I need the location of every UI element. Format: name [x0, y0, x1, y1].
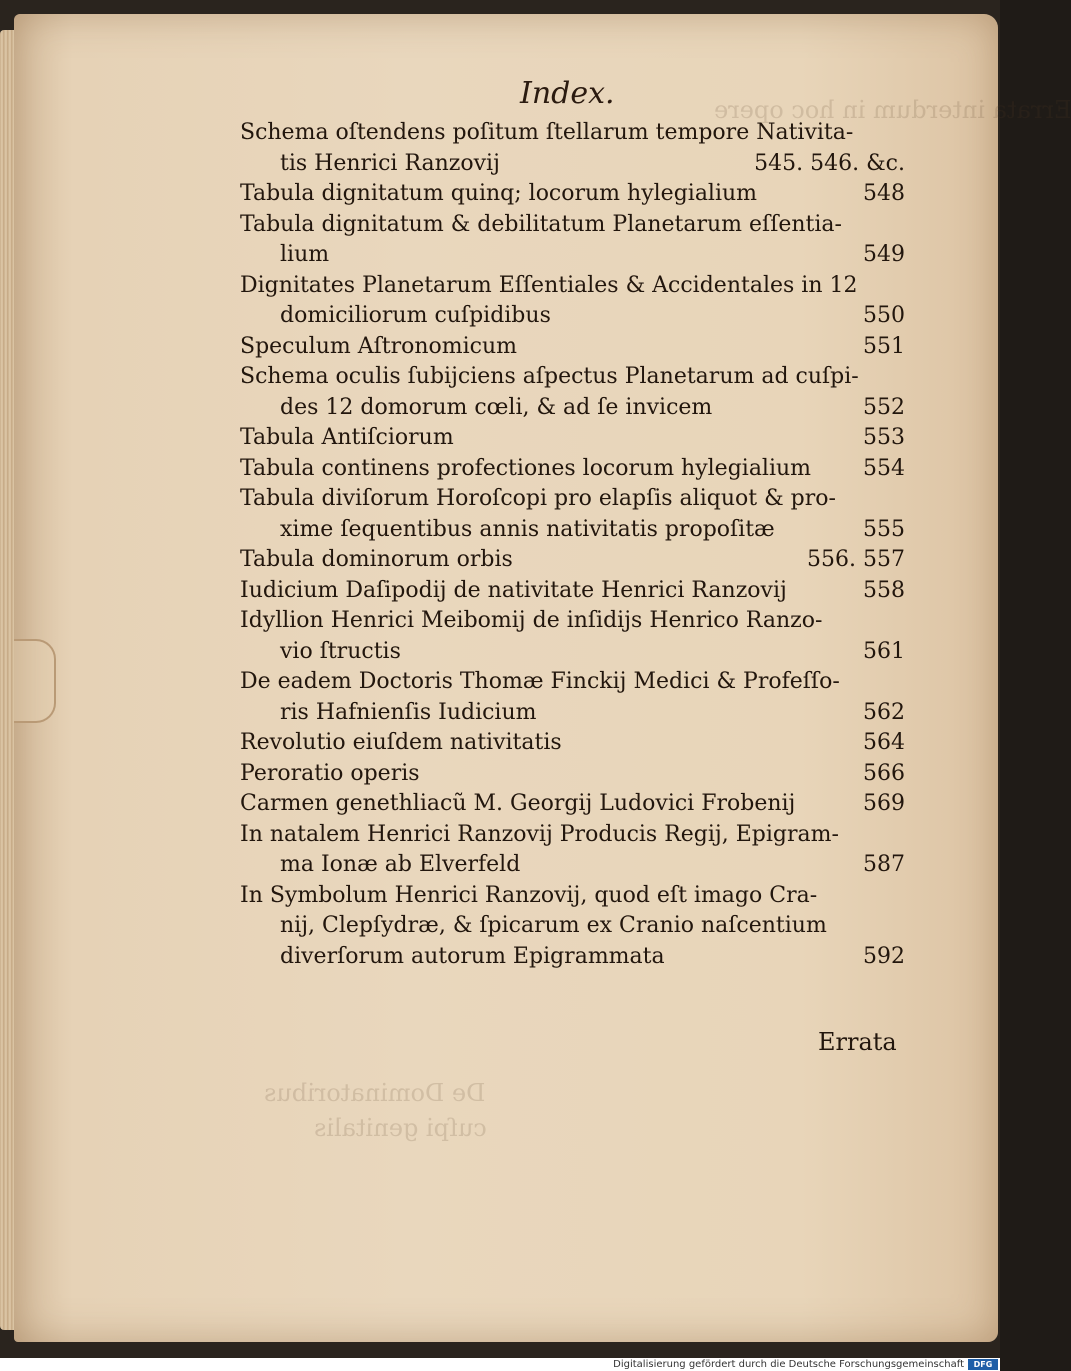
- entry-page-number: 552: [863, 394, 905, 420]
- entry-title: Iudicium Daſipodij de nativitate Henrici Ranzovij: [240, 577, 787, 603]
- entry-page-number: 562: [863, 699, 905, 725]
- index-entry: [240, 667, 905, 728]
- entry-page-number: 555: [863, 516, 905, 542]
- entry-title-continuation: nij, Clepſydræ, & ſpicarum ex Cranio naſcentium: [280, 913, 827, 938]
- entry-title: Tabula dignitatum & debilitatum Planetarum eſſentia-: [240, 211, 842, 237]
- index-entry: [240, 545, 905, 576]
- dfg-logo: DFG: [968, 1359, 998, 1370]
- index-entry: [240, 759, 905, 790]
- index-entry: [240, 484, 905, 545]
- entry-title: Revolutio eiuſdem nativitatis: [240, 730, 562, 755]
- entry-title: Tabula dominorum orbis: [240, 547, 513, 572]
- index-entry: [240, 881, 905, 973]
- page-clasp: [14, 639, 56, 723]
- entry-title-continuation: des 12 domorum cœli, & ad ſe invicem: [280, 394, 713, 420]
- entry-title: Speculum Aſtronomicum: [240, 333, 518, 359]
- entry-title: Tabula Antiſciorum: [240, 425, 454, 450]
- index-entry: [240, 179, 905, 210]
- index-entry: [240, 728, 905, 759]
- entry-title: Schema oſtendens poſitum ſtellarum tempore Nativita-: [240, 120, 854, 145]
- bleed-through-text: cuſpi genitalis: [314, 1114, 487, 1142]
- entry-page-number: 549: [863, 242, 905, 267]
- entry-page-number: 569: [863, 791, 905, 816]
- entry-title: In natalem Henrici Ranzovij Producis Regij, Epigram-: [240, 821, 839, 847]
- index-entries: [240, 118, 905, 972]
- entry-title-continuation: tis Henrici Ranzovij: [280, 150, 500, 176]
- entry-page-number: 550: [863, 303, 905, 328]
- index-entry: [240, 576, 905, 607]
- entry-page-number: 592: [863, 943, 905, 969]
- entry-page-number: 587: [863, 852, 905, 877]
- index-entry: [240, 332, 905, 363]
- entry-title: Peroratio operis: [240, 760, 420, 786]
- entry-title-continuation: vio ſtructis: [280, 638, 401, 664]
- entry-title: Schema oculis ſubijciens aſpectus Planetarum ad cuſpi-: [240, 364, 859, 389]
- entry-page-number: 554: [863, 455, 905, 481]
- entry-page-number: 564: [863, 730, 905, 755]
- entry-page-number: 556. 557: [807, 547, 905, 572]
- index-entry: [240, 423, 905, 454]
- entry-title: De eadem Doctoris Thomæ Finckij Medici & Profeſſo-: [240, 669, 840, 694]
- catchword: Errata: [818, 1028, 897, 1056]
- entry-title-continuation: lium: [280, 242, 330, 267]
- footer-credit: Digitalisierung gefördert durch die Deutsche Forschungsgemeinschaft: [613, 1359, 964, 1370]
- entry-title: Tabula continens profectiones locorum hylegialium: [240, 455, 812, 481]
- index-entry: [240, 454, 905, 485]
- entry-title-continuation: diverſorum autorum Epigrammata: [280, 943, 665, 969]
- index-entry: [240, 210, 905, 271]
- entry-title-continuation: ma Ionæ ab Elverfeld: [280, 852, 521, 877]
- entry-page-number: 545. 546. &c.: [754, 150, 905, 176]
- entry-title: Carmen genethliacũ M. Georgij Ludovici Frobenij: [240, 791, 796, 816]
- entry-title-continuation: xime ſequentibus annis nativitatis propoſitæ: [280, 516, 775, 542]
- index-entry: [240, 789, 905, 820]
- entry-page-number: 558: [863, 577, 905, 603]
- bleed-through-text: Errata interdum in hoc opere: [714, 96, 1071, 124]
- entry-page-number: 561: [863, 638, 905, 664]
- entry-title: Tabula diviſorum Horoſcopi pro elapſis aliquot & pro-: [240, 486, 836, 511]
- index-entry: [240, 606, 905, 667]
- index-entry: [240, 362, 905, 423]
- index-entry: [240, 118, 905, 179]
- entry-title-continuation: ris Hafnienſis Iudicium: [280, 699, 537, 725]
- index-entry: [240, 820, 905, 881]
- entry-title-continuation: domiciliorum cuſpidibus: [280, 303, 551, 328]
- running-head: Index.: [520, 76, 615, 111]
- entry-title: Dignitates Planetarum Eſſentiales & Accidentales in 12: [240, 272, 858, 298]
- entry-page-number: 553: [863, 425, 905, 450]
- entry-title: In Symbolum Henrici Ranzovij, quod eſt imago Cra-: [240, 882, 818, 908]
- entry-page-number: 548: [863, 181, 905, 206]
- bleed-through-text: De Dominatoribus: [264, 1079, 486, 1107]
- entry-page-number: 566: [863, 760, 905, 786]
- index-entry: [240, 271, 905, 332]
- entry-title: Tabula dignitatum quinq; locorum hylegialium: [240, 181, 758, 206]
- entry-title: Idyllion Henrici Meibomij de inſidijs Henrico Ranzo-: [240, 608, 823, 633]
- entry-page-number: 551: [863, 333, 905, 359]
